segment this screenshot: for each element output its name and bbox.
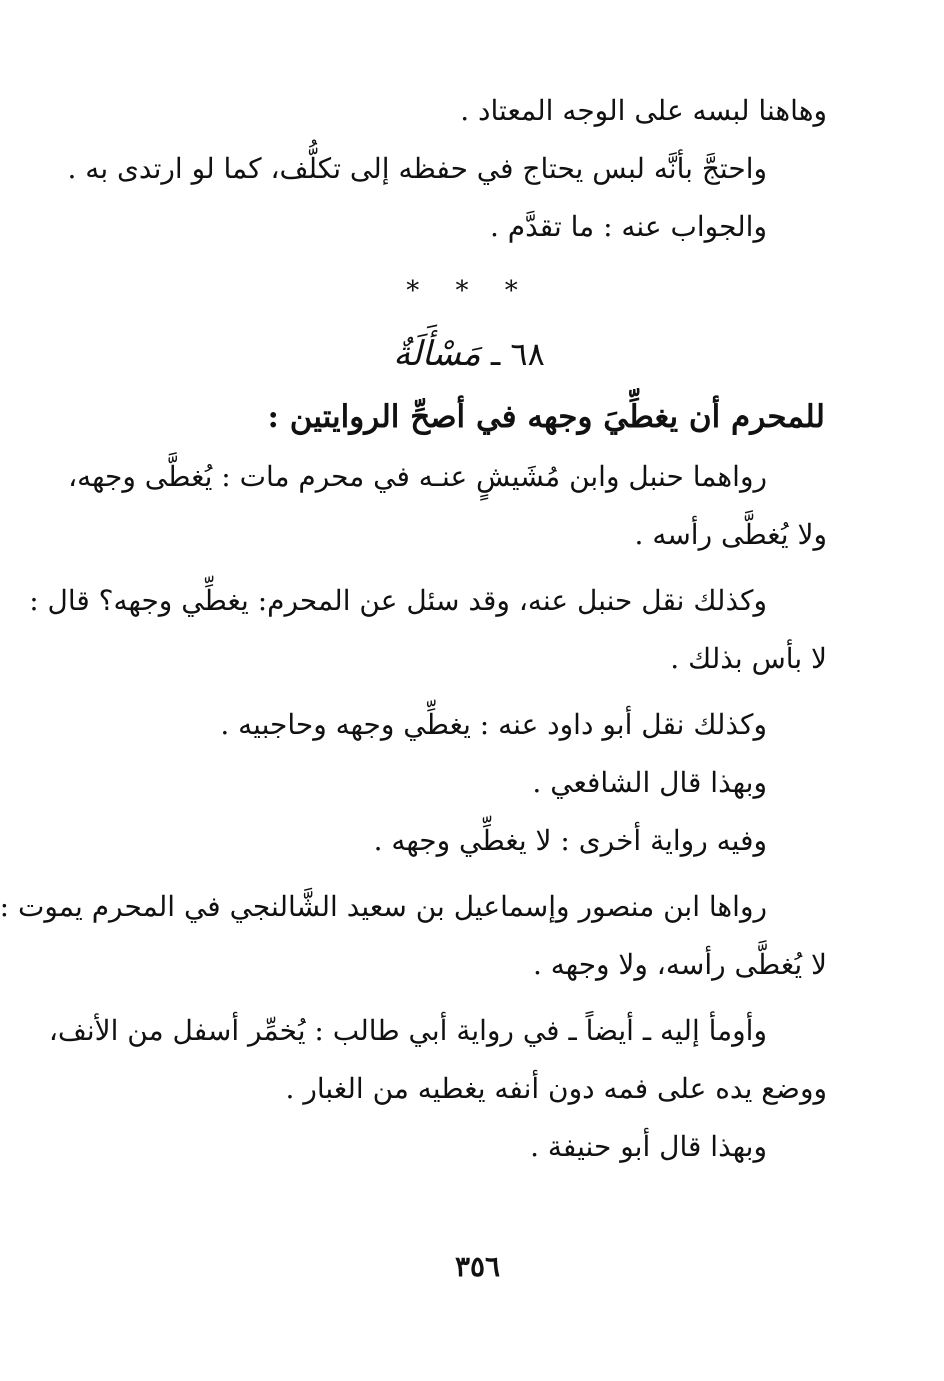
page-number: ٣٥٦: [454, 1250, 501, 1283]
text-line: لا بأس بذلك .: [670, 642, 827, 675]
section-separator: * * *: [406, 276, 532, 306]
text-line: وفيه رواية أخرى : لا يغطِّي وجهه .: [373, 824, 767, 857]
issue-heading: للمحرم أن يغطِّيَ وجهه في أصحِّ الروايتين :: [267, 399, 825, 435]
text-line: وأومأ إليه ـ أيضاً ـ في رواية أبي طالب : يُخمِّر أسفل من الأنف،: [48, 1014, 767, 1047]
text-line: رواهما حنبل وابن مُشَيشٍ عنـه في محرم مات : يُغطَّى وجهه،: [68, 460, 767, 493]
text-line: وهاهنا لبسه على الوجه المعتاد .: [460, 94, 827, 127]
text-line: وبهذا قال الشافعي .: [532, 766, 767, 799]
masala-number: ٦٨ ـ: [490, 335, 545, 373]
masala-title: [111, 322, 827, 386]
text-line: رواها ابن منصور وإسماعيل بن سعيد الشَّالنجي في المحرم يموت :: [0, 890, 767, 923]
masala-label: مَسْأَلَةٌ: [393, 334, 481, 374]
text-line: ولا يُغطَّى رأسه .: [634, 518, 827, 551]
text-line: واحتجَّ بأنَّه لبس يحتاج في حفظه إلى تكلُّف، كما لو ارتدى به .: [67, 152, 767, 185]
text-line: وبهذا قال أبو حنيفة .: [530, 1130, 767, 1163]
text-line: ووضع يده على فمه دون أنفه يغطيه من الغبار .: [285, 1072, 827, 1105]
text-line: وكذلك نقل أبو داود عنه : يغطِّي وجهه وحاجبيه .: [220, 708, 767, 741]
page-body: [0, 82, 827, 1176]
text-line: لا يُغطَّى رأسه، ولا وجهه .: [532, 948, 827, 981]
text-line: والجواب عنه : ما تقدَّم .: [489, 210, 767, 243]
text-line: وكذلك نقل حنبل عنه، وقد سئل عن المحرم: يغطِّي وجهه؟ قال :: [29, 584, 767, 617]
